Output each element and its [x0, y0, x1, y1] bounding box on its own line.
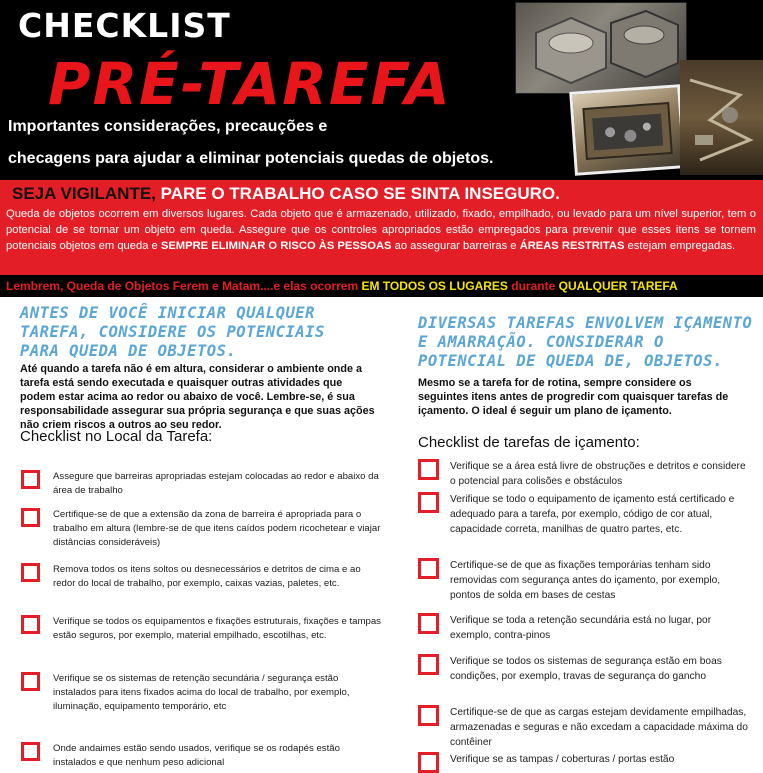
alert-text-part-3: estejam empregadas. [624, 240, 736, 252]
checkbox[interactable] [21, 470, 40, 489]
item-text: Verifique se todo o equipamento de içamento está certificado e adequado para a tarefa, por exemplo, código de cor atual, capacidade correta, manilhas de quatro partes, etc. [450, 494, 735, 535]
item-text: Verifique se as tampas / coberturas / portas estão [450, 754, 675, 765]
parts-photo [680, 60, 763, 175]
item-text: Verifique se toda a retenção secundária está no lugar, por exemplo, contra-pinos [450, 615, 712, 641]
remember-part-3: durante [507, 279, 559, 293]
item-text: Certifique-se de que a extensão da zona de barreira é apropriada para o trabalho em altura (lembre-se de que itens caídos podem ricochetear e viajar distâncias consideráveis) [53, 509, 381, 548]
item-text: Verifique se todos os sistemas de segurança estão em boas condições, por exemplo, travas de segurança do gancho [450, 656, 722, 682]
subtitle-line-2: checagens para ajudar a eliminar potenciais quedas de objetos. [8, 150, 494, 167]
vigilant-part-1: SEJA VIGILANTE, [12, 184, 156, 203]
remember-part-2: EM TODOS OS LUGARES [361, 279, 508, 293]
checkbox[interactable] [21, 742, 40, 761]
alert-text [6, 206, 756, 254]
remember-part-4: QUALQUER TAREFA [558, 279, 678, 293]
checkbox[interactable] [21, 615, 40, 634]
left-heading: ANTES DE VOCÊ INICIAR QUALQUER TAREFA, CONSIDERE OS POTENCIAIS PARA QUEDA DE OBJETOS. [20, 304, 325, 360]
right-intro: Mesmo se a tarefa for de rotina, sempre considere os seguintes itens antes de progredir com quaisquer tarefas de içamento. O ideal é seguir um plano de içamento. [418, 377, 729, 417]
checkbox[interactable] [21, 508, 40, 527]
checkbox[interactable] [418, 558, 439, 579]
alert-text-bold-1: SEMPRE ELIMINAR O RISCO ÀS PESSOAS [160, 240, 392, 252]
bolts-photo [515, 2, 687, 94]
alert-text-part-1: Queda de objetos ocorrem em diversos lugares. Cada objeto que é armazenado, utilizado, fixado, empilhado, ou levado para um nível superior, tem o potencial de se tornar um objeto em queda. Assegure que os controles apropriados estão empregados para prevenir que esses itens se tornem potenciais objetos em queda e [6, 208, 756, 252]
remember-part-1: Lembrem, Queda de Objetos Ferem e Matam....e elas ocorrem [6, 279, 362, 293]
title-checklist: CHECKLIST [18, 6, 231, 45]
alert-text-bold-2: ÁREAS RESTRITAS [519, 240, 625, 252]
item-text: Verifique se a área está livre de obstruções e detritos e considere o potencial para colisões e obstáculos [450, 461, 746, 487]
left-intro: Até quando a tarefa não é em altura, considerar o ambiente onde a tarefa está sendo executada e quaisquer outras atividades que podem estar acima ao redor ou abaixo de você. Lembre-se, é sua responsabilidade assegurar sua própria segurança e que suas ações não criem riscos a outros ao seu redor. [20, 363, 375, 431]
remember-text [6, 279, 678, 293]
title-pre-tarefa: PRÉ-TAREFA [48, 50, 452, 118]
bin-photo [569, 84, 686, 176]
remember-band [0, 275, 763, 297]
alert-band [0, 180, 763, 275]
checkbox[interactable] [21, 672, 40, 691]
checkbox[interactable] [418, 654, 439, 675]
checkbox[interactable] [418, 492, 439, 513]
item-text: Remova todos os itens soltos ou desnecessários e detritos de cima e ao redor do local de trabalho, por exemplo, caixas vazias, paletes, etc. [53, 564, 361, 589]
subtitle-line-1: Importantes considerações, precauções e [8, 118, 328, 135]
item-text: Certifique-se de que as fixações temporárias tenham sido removidas com segurança antes do içamento, por exemplo, pontos de solda em bases de cestas [450, 560, 721, 601]
vigilant-part-2: PARE O TRABALHO CASO SE SINTA INSEGURO. [155, 184, 560, 203]
header-banner [0, 0, 763, 180]
checkbox[interactable] [21, 563, 40, 582]
checkbox[interactable] [418, 613, 439, 634]
item-text: Assegure que barreiras apropriadas estejam colocadas ao redor e abaixo da área de trabalho [53, 471, 379, 496]
checkbox[interactable] [418, 459, 439, 480]
vigilant-heading [12, 184, 560, 204]
item-text: Verifique se os sistemas de retenção secundária / segurança estão instalados para itens fixados acima do local de trabalho, por exemplo, iluminação, equipamento temporário, etc [53, 673, 350, 712]
alert-text-part-2: ao assegurar barreiras e [391, 240, 520, 252]
right-checklist-title: Checklist de tarefas de içamento: [418, 434, 640, 451]
item-text: Certifique-se de que as cargas estejam devidamente empilhadas, armazenadas e seguras e não excedam a capacidade máxima do contêiner [450, 707, 748, 748]
item-text: Onde andaimes estão sendo usados, verifique se os rodapés estão instalados e que nenhum peso adicional [53, 743, 340, 768]
left-checklist-title: Checklist no Local da Tarefa: [20, 428, 213, 445]
item-text: Verifique se todos os equipamentos e fixações estruturais, fixações e tampas estão seguros, por exemplo, material empilhado, escotilhas, etc. [53, 616, 381, 641]
right-heading: DIVERSAS TAREFAS ENVOLVEM IÇAMENTO E AMARRAÇÃO. CONSIDERAR O POTENCIAL DE QUEDA DE, OBJETOS. [418, 314, 753, 370]
checkbox[interactable] [418, 705, 439, 726]
